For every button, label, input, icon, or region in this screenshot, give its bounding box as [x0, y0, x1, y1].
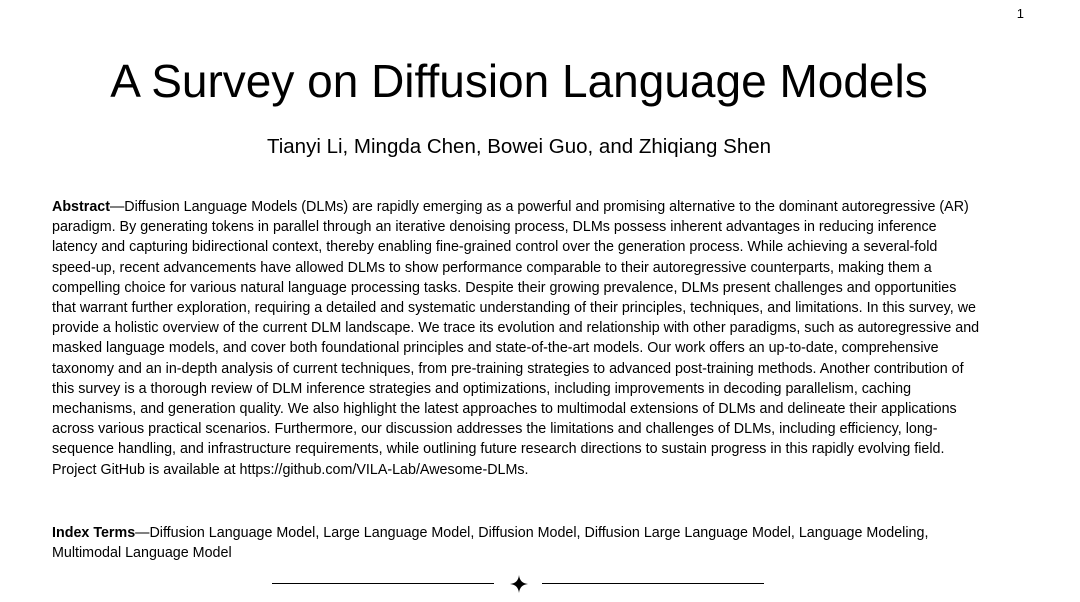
paper-title: A Survey on Diffusion Language Models	[110, 55, 928, 107]
separator-rule-right	[542, 583, 764, 584]
page-number: 1	[1016, 6, 1024, 21]
index-terms-label: Index Terms	[52, 525, 136, 541]
author-list: Tianyi Li, Mingda Chen, Bowei Guo, and Zhiqiang Shen	[266, 135, 772, 158]
index-terms-dash: —	[135, 525, 150, 541]
four-point-star-icon	[510, 575, 528, 593]
separator-rule-left	[272, 583, 494, 584]
abstract-text: Diffusion Language Models (DLMs) are rapidly emerging as a powerful and promising alternative to the dominant autoregressive (AR) paradigm. By generating tokens in parallel through an iterative denoising process, DLMs possess inherent advantages in reducing inference latency and capturing bidirectional context, thereby enabling fine-grained control over the generation process. While achieving a several-fold speed-up, recent advancements have allowed DLMs to show performance comparable to their autoregressive counterparts, making them a compelling choice for various natural language processing tasks. Despite their growing prevalence, DLMs present challenges and opportunities that warrant further exploration, requiring a detailed and systematic understanding of their principles, techniques, and limitations. In this survey, we provide a holistic overview of the current DLM landscape. We trace its evolution and relationship with other paradigms, such as autoregressive and masked language models, and cover both foundational principles and state-of-the-art models. Our work offers an up-to-date, comprehensive taxonomy and an in-depth analysis of current techniques, from pre-training strategies to advanced post-training methods. Another contribution of this survey is a thorough review of DLM inference strategies and optimizations, including improvements in decoding parallelism, caching mechanisms, and generation quality. We also highlight the latest approaches to multimodal extensions of DLMs and delineate their applications across various practical scenarios. Furthermore, our discussion addresses the limitations and challenges of DLMs, including efficiency, long-sequence handling, and infrastructure requirements, while outlining future research directions to sustain progress in this rapidly evolving field. Project GitHub is available at https://github.com/VILA-Lab/Awesome-DLMs.	[52, 199, 980, 478]
index-terms-text: Diffusion Language Model, Large Language Model, Diffusion Model, Diffusion Large Language Model, Language Modeling, Multimodal Language Model	[52, 525, 929, 562]
abstract-paragraph	[52, 197, 984, 480]
abstract-dash: —	[110, 199, 125, 215]
section-separator	[272, 572, 766, 596]
abstract-label: Abstract	[52, 199, 110, 215]
index-terms-paragraph	[52, 523, 984, 563]
